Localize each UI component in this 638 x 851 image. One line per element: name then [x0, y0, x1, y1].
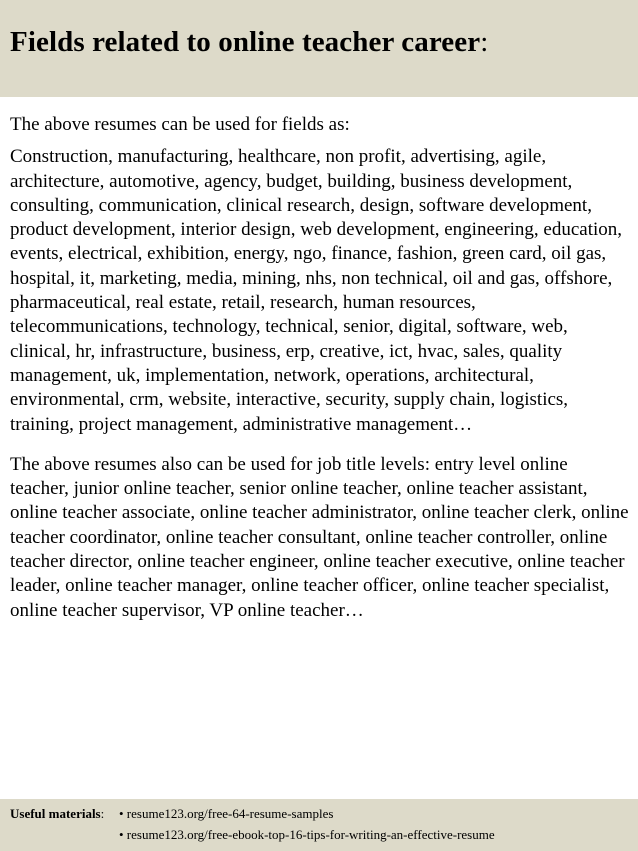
footer-row	[10, 804, 638, 825]
title-band	[0, 0, 638, 97]
fields-list: Construction, manufacturing, healthcare, non profit, advertising, agile, architecture, automotive, agency, budget, building, business development, consulting, communication, clinical research, design, software development, product development, interior design, web development, engineering, education, events, electrical, exhibition, energy, ngo, finance, fashion, green card, oil gas, hospital, it, marketing, media, mining, nhs, non technical, oil and gas, offshore, pharmaceutical, real estate, retail, research, human resources, telecommunications, technology, technical, senior, digital, software, web, clinical, hr, infrastructure, business, erp, creative, ict, hvac, sales, quality management, uk, implementation, network, operations, architectural, environmental, crm, website, interactive, security, supply chain, logistics, training, project management, administrative management…	[10, 146, 623, 435]
footer-band	[0, 799, 638, 851]
page-title-text: Fields related to online teacher career	[10, 26, 481, 58]
main-content	[10, 113, 630, 623]
resource-link-ebook-tips[interactable]: • resume123.org/free-ebook-top-16-tips-for-writing-an-effective-resume	[119, 827, 495, 842]
page-title	[10, 26, 638, 59]
intro-text: The above resumes can be used for fields as:	[10, 114, 350, 135]
useful-materials-colon: :	[100, 806, 105, 821]
page-title-colon: :	[480, 26, 489, 58]
useful-materials-label: Useful materials	[10, 806, 101, 821]
job-levels-text: The above resumes also can be used for job title levels: entry level online teacher, junior online teacher, senior online teacher, online teacher assistant, online teacher associate, online teacher administrator, online teacher clerk, online teacher coordinator, online teacher consultant, online teacher controller, online teacher director, online teacher engineer, online teacher executive, online teacher leader, online teacher manager, online teacher officer, online teacher specialist, online teacher supervisor, VP online teacher…	[10, 453, 629, 621]
footer-row	[10, 825, 638, 846]
resource-link-resume-samples[interactable]: • resume123.org/free-64-resume-samples	[119, 806, 334, 821]
